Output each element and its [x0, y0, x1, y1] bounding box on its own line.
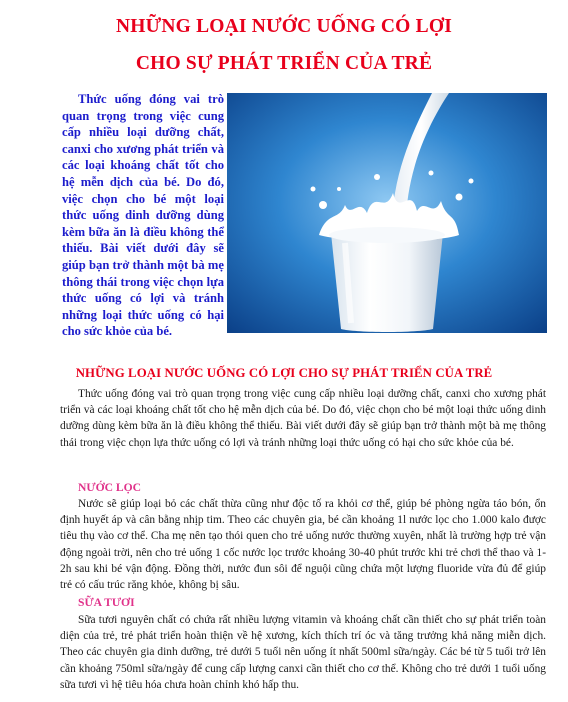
page-title-line-2: CHO SỰ PHÁT TRIỂN CỦA TRẺ — [135, 53, 433, 74]
milk-splash-photo — [227, 93, 547, 333]
heading-milk: SỮA TƯƠI — [78, 596, 135, 609]
heading-water: NƯỚC LỌC — [78, 481, 142, 494]
body-paragraph-intro: Thức uống đóng vai trò quan trọng trong việc cung cấp nhiều loại dưỡng chất, canxi cho xương phát triển và các loại khoáng chất tốt cho hệ mễn dịch của bé. Do đó, việc chọn cho bé một loại thức uống dinh dưỡng dùng kèm bữa ăn là điều không thể thiếu. Bài viết dưới đây sẽ giúp bạn trở thành một bà mẹ thông thái trong việc chọn lựa thức uống có lợi và tránh những loại thức uống có hại cho sức khỏe của bé. — [60, 388, 546, 449]
section-heading: NHỮNG LOẠI NƯỚC UỐNG CÓ LỢI CHO SỰ PHÁT TRIỂN CỦA TRẺ — [75, 366, 493, 380]
page-title-line-1: NHỮNG LOẠI NƯỚC UỐNG CÓ LỢI — [115, 16, 452, 37]
body-paragraph-water: Nước sẽ giúp loại bỏ các chất thừa cũng như độc tố ra khỏi cơ thể, giúp bé phòng ngừa táo bón, ổn định huyết áp và cân bằng nhịp tim. Theo các chuyên gia, bé cần khoảng 1l nước lọc cho 1.000 kalo được tiêu thụ vào cơ thể. Cha mẹ nên tạo thói quen cho trẻ uống nước thường xuyên, nhất là trường hợp trẻ vận động ngoài trời, nên cho trẻ uống 1 cốc nước lọc trước khoảng 30-40 phút trước khi trẻ chơi thể thao và 1-2h sau khi bé vận động. Đồng thời, nước đun sôi để nguội cũng chứa một lượng fluoride vừa đủ để giúp trẻ có cấu trúc răng khỏe, không bị sâu. — [60, 498, 546, 592]
body-paragraph-milk: Sữa tươi nguyên chất có chứa rất nhiều lượng vitamin và khoáng chất cần thiết cho sự phát triển toàn diện của trẻ, trẻ phát triển hoàn thiện về hệ xương, kích thích trí óc và tăng trưởng khả năng miễn dịch. Theo các chuyên gia dinh dưỡng, trẻ dưới 5 tuổi nên uống ít nhất 500ml sữa/ngày. Các bé từ 5 tuổi trở lên cần khoảng 750ml sữa/ngày để cung cấp lượng canxi cần thiết cho cơ thể. Không cho trẻ dưới 1 tuổi uống sữa tươi vì hệ tiêu hóa chưa hoàn chỉnh khó hấp thu. — [60, 614, 546, 691]
intro-paragraph: Thức uống đóng vai trò quan trọng trong việc cung cấp nhiều loại dưỡng chất, canxi cho xương phát triển và các loại khoáng chất tốt cho hệ mễn dịch của bé. Do đó, việc chọn cho bé một loại thức uống dinh dưỡng dùng kèm bữa ăn là điều không thể thiếu. Bài viết dưới đây sẽ giúp bạn trở thành một bà mẹ thông thái trong việc chọn lựa thức uống có lợi và tránh những loại thức uống có hại cho sức khỏe của bé. — [62, 92, 224, 339]
